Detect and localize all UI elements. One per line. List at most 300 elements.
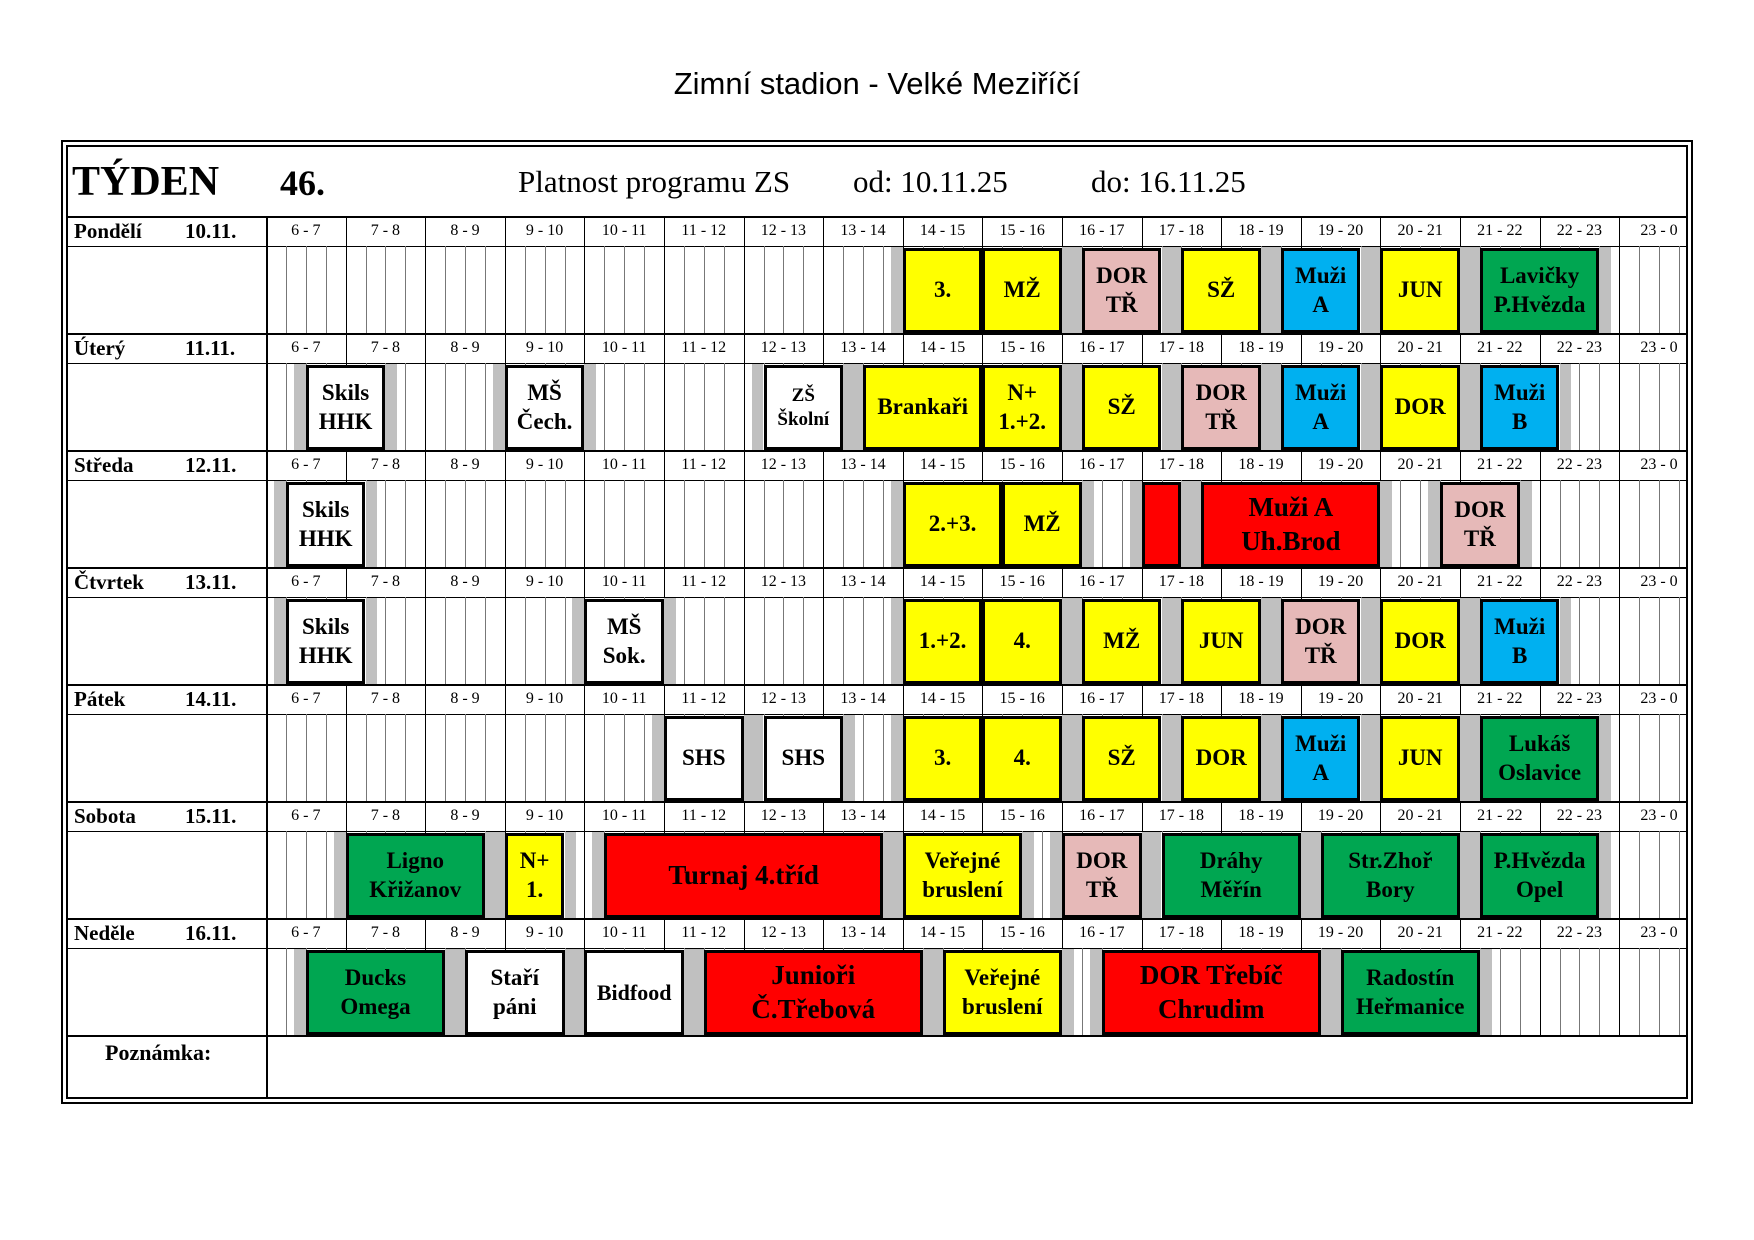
day-date: 12.11. <box>185 453 237 477</box>
resurfacing-break <box>891 715 903 801</box>
schedule-block[interactable]: Muži A <box>1281 248 1361 333</box>
quarter-divider <box>525 480 526 567</box>
quarter-divider <box>1639 597 1640 684</box>
quarter-divider <box>545 597 546 684</box>
quarter-divider <box>684 480 685 567</box>
resurfacing-break <box>1520 481 1532 567</box>
schedule-block[interactable]: SŽ <box>1082 365 1162 450</box>
schedule-block[interactable]: JUN <box>1181 599 1261 684</box>
schedule-block[interactable]: MŠ Sok. <box>584 599 664 684</box>
day-date: 13.11. <box>185 570 237 594</box>
hour-label: 11 - 12 <box>681 807 727 824</box>
quarter-divider <box>405 597 406 684</box>
quarter-divider <box>1679 480 1680 567</box>
resurfacing-break <box>851 364 863 450</box>
hour-label: 13 - 14 <box>840 807 886 824</box>
hour-label: 7 - 8 <box>370 456 401 473</box>
hour-label: 15 - 16 <box>999 690 1045 707</box>
quarter-divider <box>1599 480 1600 567</box>
resurfacing-break <box>1428 481 1440 567</box>
day-name: Čtvrtek <box>74 570 144 594</box>
schedule-block[interactable] <box>1142 482 1182 567</box>
quarter-divider <box>405 714 406 801</box>
schedule-block[interactable]: Dráhy Měřín <box>1162 833 1301 918</box>
hour-label: 15 - 16 <box>999 807 1045 824</box>
day-date: 14.11. <box>185 687 237 711</box>
schedule-block[interactable]: DOR <box>1380 365 1460 450</box>
resurfacing-break <box>1368 598 1380 684</box>
hour-label: 12 - 13 <box>760 456 807 473</box>
hour-label: 20 - 21 <box>1397 924 1443 941</box>
quarter-divider <box>764 246 765 333</box>
quarter-divider <box>385 714 386 801</box>
hour-label: 17 - 18 <box>1158 807 1205 824</box>
hour-label: 19 - 20 <box>1317 222 1364 239</box>
resurfacing-break <box>1599 832 1611 918</box>
resurfacing-break <box>294 364 306 450</box>
hour-label: 10 - 11 <box>601 222 647 239</box>
hour-label: 14 - 15 <box>919 222 966 239</box>
quarter-divider <box>485 363 486 450</box>
quarter-divider <box>704 597 705 684</box>
quarter-divider <box>624 480 625 567</box>
hour-label: 12 - 13 <box>760 924 807 941</box>
hour-label: 17 - 18 <box>1158 222 1205 239</box>
row-separator <box>66 801 1688 803</box>
quarter-divider <box>525 714 526 801</box>
quarter-divider <box>306 714 307 801</box>
quarter-divider <box>624 714 625 801</box>
hour-label: 10 - 11 <box>601 339 647 356</box>
quarter-divider <box>1599 597 1600 684</box>
hour-label: 20 - 21 <box>1397 807 1443 824</box>
quarter-divider <box>1659 948 1660 1035</box>
quarter-divider <box>565 480 566 567</box>
row-separator <box>66 333 1688 335</box>
quarter-divider <box>783 246 784 333</box>
resurfacing-break <box>1169 715 1181 801</box>
hour-label: 14 - 15 <box>919 339 966 356</box>
quarter-divider <box>1400 480 1401 567</box>
schedule-block[interactable]: DOR TŘ <box>1440 482 1520 567</box>
quarter-divider <box>863 480 864 567</box>
day-name: Středa <box>74 453 134 477</box>
hour-label: 18 - 19 <box>1238 807 1284 824</box>
quarter-divider <box>1560 480 1561 567</box>
schedule-block[interactable]: 3. <box>903 716 983 801</box>
quarter-divider <box>1659 246 1660 333</box>
hour-label: 23 - 0 <box>1640 924 1678 941</box>
resurfacing-break <box>565 832 577 918</box>
quarter-divider <box>485 597 486 684</box>
quarter-divider <box>1639 363 1640 450</box>
hour-label: 8 - 9 <box>450 924 480 941</box>
hour-header-separator <box>66 714 1688 715</box>
hour-label: 7 - 8 <box>370 573 401 590</box>
schedule-block[interactable]: 2.+3. <box>903 482 1003 567</box>
quarter-divider <box>465 714 466 801</box>
resurfacing-break <box>1329 949 1341 1035</box>
day-name: Neděle <box>74 921 135 945</box>
hour-label: 19 - 20 <box>1317 573 1364 590</box>
resurfacing-break <box>1150 832 1162 918</box>
hour-label: 19 - 20 <box>1317 807 1364 824</box>
resurfacing-break <box>891 598 903 684</box>
quarter-divider <box>445 363 446 450</box>
resurfacing-break <box>1269 598 1281 684</box>
hour-label: 9 - 10 <box>525 807 564 824</box>
quarter-divider <box>1639 948 1640 1035</box>
quarter-divider <box>485 480 486 567</box>
hour-label: 19 - 20 <box>1317 924 1364 941</box>
schedule-block[interactable]: MŽ <box>1002 482 1082 567</box>
hour-label: 23 - 0 <box>1640 807 1678 824</box>
schedule-block[interactable]: SHS <box>764 716 844 801</box>
quarter-divider <box>445 246 446 333</box>
resurfacing-break <box>572 949 584 1035</box>
schedule-block[interactable]: Ducks Omega <box>306 950 445 1035</box>
resurfacing-break <box>1468 715 1480 801</box>
quarter-divider <box>565 597 566 684</box>
schedule-block[interactable]: 4. <box>982 599 1062 684</box>
schedule-block[interactable]: MŠ Čech. <box>505 365 585 450</box>
resurfacing-break <box>294 949 306 1035</box>
header-separator <box>66 216 1688 218</box>
quarter-divider <box>485 714 486 801</box>
schedule-block[interactable]: Muži B <box>1480 599 1560 684</box>
hour-label: 18 - 19 <box>1238 573 1284 590</box>
day-name: Pátek <box>74 687 126 711</box>
hour-label: 16 - 17 <box>1079 690 1125 707</box>
hour-label: 19 - 20 <box>1317 690 1364 707</box>
quarter-divider <box>624 363 625 450</box>
hour-label: 21 - 22 <box>1477 807 1523 824</box>
hour-label: 11 - 12 <box>681 924 727 941</box>
hour-label: 23 - 0 <box>1640 456 1678 473</box>
quarter-divider <box>1579 480 1580 567</box>
schedule-block[interactable]: N+ 1. <box>505 833 565 918</box>
schedule-block[interactable]: SHS <box>664 716 744 801</box>
resurfacing-break <box>1468 598 1480 684</box>
hour-label: 6 - 7 <box>291 924 321 941</box>
quarter-divider <box>1420 480 1421 567</box>
quarter-divider <box>525 597 526 684</box>
resurfacing-break <box>1468 247 1480 333</box>
week-number: 46. <box>280 163 325 203</box>
resurfacing-break <box>1070 364 1082 450</box>
schedule-block[interactable]: MŽ <box>982 248 1062 333</box>
resurfacing-break <box>891 832 903 918</box>
schedule-block[interactable]: DOR TŘ <box>1281 599 1361 684</box>
schedule-block[interactable]: Staří páni <box>465 950 565 1035</box>
quarter-divider <box>684 597 685 684</box>
quarter-divider <box>326 714 327 801</box>
schedule-block[interactable]: DOR TŘ <box>1062 833 1142 918</box>
resurfacing-break <box>664 598 676 684</box>
resurfacing-break <box>1169 247 1181 333</box>
quarter-divider <box>803 480 804 567</box>
schedule-block[interactable]: Skils HHK <box>286 599 366 684</box>
quarter-divider <box>1679 246 1680 333</box>
quarter-divider <box>286 831 287 918</box>
hour-header-separator <box>66 246 1688 247</box>
hour-label: 13 - 14 <box>840 573 886 590</box>
quarter-divider <box>1679 597 1680 684</box>
hour-label: 18 - 19 <box>1238 339 1284 356</box>
schedule-block[interactable]: Ligno Křižanov <box>346 833 485 918</box>
hour-label: 10 - 11 <box>601 573 647 590</box>
quarter-divider <box>326 831 327 918</box>
hour-label: 14 - 15 <box>919 924 966 941</box>
quarter-divider <box>1122 480 1123 567</box>
hour-label: 8 - 9 <box>450 573 480 590</box>
valid-to: do: 16.11.25 <box>1091 164 1246 199</box>
hour-label: 22 - 23 <box>1556 339 1603 356</box>
schedule-block[interactable]: Veřejné bruslení <box>943 950 1062 1035</box>
quarter-divider <box>1579 363 1580 450</box>
day-name: Úterý <box>74 336 126 360</box>
hour-label: 22 - 23 <box>1556 573 1603 590</box>
quarter-divider <box>1659 363 1660 450</box>
hour-label: 15 - 16 <box>999 222 1045 239</box>
quarter-divider <box>1679 831 1680 918</box>
schedule-block[interactable]: 4. <box>982 716 1062 801</box>
hour-label: 17 - 18 <box>1158 924 1205 941</box>
hour-label: 9 - 10 <box>525 339 564 356</box>
resurfacing-break <box>1169 364 1181 450</box>
schedule-block[interactable]: Muži A <box>1281 365 1361 450</box>
quarter-divider <box>405 363 406 450</box>
hour-label: 20 - 21 <box>1397 690 1443 707</box>
hour-label: 8 - 9 <box>450 222 480 239</box>
hour-label: 16 - 17 <box>1079 924 1125 941</box>
hour-label: 18 - 19 <box>1238 222 1284 239</box>
quarter-divider <box>1659 597 1660 684</box>
resurfacing-break <box>366 481 378 567</box>
resurfacing-break <box>493 832 505 918</box>
hour-label: 22 - 23 <box>1556 690 1603 707</box>
day-date: 11.11. <box>185 336 236 360</box>
resurfacing-break <box>692 949 704 1035</box>
schedule-block[interactable]: JUN <box>1380 716 1460 801</box>
quarter-divider <box>385 246 386 333</box>
quarter-divider <box>644 714 645 801</box>
quarter-divider <box>286 246 287 333</box>
schedule-block[interactable]: DOR TŘ <box>1082 248 1162 333</box>
quarter-divider <box>883 597 884 684</box>
schedule-block[interactable]: DOR <box>1181 716 1261 801</box>
schedule-block[interactable]: N+ 1.+2. <box>982 365 1062 450</box>
resurfacing-break <box>1309 832 1321 918</box>
hour-label: 21 - 22 <box>1477 573 1523 590</box>
quarter-divider <box>644 246 645 333</box>
resurfacing-break <box>1070 598 1082 684</box>
schedule-block[interactable]: Skils HHK <box>286 482 366 567</box>
hour-label: 14 - 15 <box>919 456 966 473</box>
schedule-block[interactable]: Muži B <box>1480 365 1560 450</box>
quarter-divider <box>724 363 725 450</box>
quarter-divider <box>366 714 367 801</box>
hour-label: 10 - 11 <box>601 690 647 707</box>
quarter-divider <box>306 831 307 918</box>
resurfacing-break <box>1599 247 1611 333</box>
hour-label: 22 - 23 <box>1556 924 1603 941</box>
quarter-divider <box>684 246 685 333</box>
quarter-divider <box>1679 948 1680 1035</box>
hour-label: 15 - 16 <box>999 573 1045 590</box>
schedule-block[interactable]: 3. <box>903 248 983 333</box>
schedule-block[interactable]: MŽ <box>1082 599 1162 684</box>
hour-label: 6 - 7 <box>291 573 321 590</box>
quarter-divider <box>604 246 605 333</box>
hour-label: 15 - 16 <box>999 924 1045 941</box>
note-label: Poznámka: <box>105 1040 212 1065</box>
quarter-divider <box>644 480 645 567</box>
quarter-divider <box>843 480 844 567</box>
quarter-divider <box>803 246 804 333</box>
quarter-divider <box>326 246 327 333</box>
quarter-divider <box>724 597 725 684</box>
quarter-divider <box>1579 597 1580 684</box>
resurfacing-break <box>1070 715 1082 801</box>
schedule-block[interactable]: Skils HHK <box>306 365 386 450</box>
resurfacing-break <box>1050 832 1062 918</box>
hour-label: 23 - 0 <box>1640 339 1678 356</box>
hour-label: 18 - 19 <box>1238 456 1284 473</box>
schedule-block[interactable]: P.Hvězda Opel <box>1480 833 1599 918</box>
schedule-block[interactable]: Muži A Uh.Brod <box>1201 482 1380 567</box>
hour-label: 22 - 23 <box>1556 222 1603 239</box>
resurfacing-break <box>274 598 286 684</box>
hour-label: 9 - 10 <box>525 222 564 239</box>
quarter-divider <box>545 714 546 801</box>
quarter-divider <box>883 246 884 333</box>
hour-label: 14 - 15 <box>919 573 966 590</box>
quarter-divider <box>883 714 884 801</box>
schedule-block[interactable]: SŽ <box>1082 716 1162 801</box>
schedule-block[interactable]: Lavičky P.Hvězda <box>1480 248 1599 333</box>
quarter-divider <box>366 246 367 333</box>
quarter-divider <box>863 714 864 801</box>
resurfacing-break <box>1169 598 1181 684</box>
day-date: 15.11. <box>185 804 237 828</box>
schedule-block[interactable]: Radostín Heřmanice <box>1341 950 1480 1035</box>
hour-label: 21 - 22 <box>1477 690 1523 707</box>
resurfacing-break <box>366 598 378 684</box>
quarter-divider <box>1102 480 1103 567</box>
schedule-block[interactable]: Muži A <box>1281 716 1361 801</box>
resurfacing-break <box>1368 364 1380 450</box>
quarter-divider <box>644 363 645 450</box>
quarter-divider <box>525 246 526 333</box>
schedule-block[interactable]: Bidfood <box>584 950 684 1035</box>
quarter-divider <box>783 480 784 567</box>
resurfacing-break <box>1380 481 1392 567</box>
schedule-block[interactable]: SŽ <box>1181 248 1261 333</box>
quarter-divider <box>445 597 446 684</box>
hour-label: 6 - 7 <box>291 339 321 356</box>
quarter-divider <box>1520 948 1521 1035</box>
quarter-divider <box>1679 714 1680 801</box>
hour-header-separator <box>66 597 1688 598</box>
schedule-block[interactable]: Str.Zhoř Bory <box>1321 833 1460 918</box>
schedule-block[interactable]: Veřejné bruslení <box>903 833 1022 918</box>
quarter-divider <box>1599 948 1600 1035</box>
quarter-divider <box>445 480 446 567</box>
schedule-block[interactable]: Junioři Č.Třebová <box>704 950 923 1035</box>
schedule-block[interactable]: JUN <box>1380 248 1460 333</box>
schedule-block[interactable]: 1.+2. <box>903 599 983 684</box>
hour-label: 8 - 9 <box>450 690 480 707</box>
hour-label: 13 - 14 <box>840 339 886 356</box>
quarter-divider <box>1042 831 1043 918</box>
quarter-divider <box>565 714 566 801</box>
schedule-block[interactable]: Lukáš Oslavice <box>1480 716 1599 801</box>
hour-label: 12 - 13 <box>760 807 807 824</box>
hour-label: 12 - 13 <box>760 339 807 356</box>
quarter-divider <box>1659 480 1660 567</box>
hour-label: 13 - 14 <box>840 222 886 239</box>
hour-label: 7 - 8 <box>370 690 401 707</box>
resurfacing-break <box>1070 247 1082 333</box>
hour-header-separator <box>66 948 1688 949</box>
resurfacing-break <box>1189 481 1201 567</box>
note-column-border <box>266 1035 268 1099</box>
schedule-block[interactable]: Brankaři <box>863 365 982 450</box>
hour-label: 7 - 8 <box>370 924 401 941</box>
quarter-divider <box>286 948 287 1035</box>
day-date: 16.11. <box>185 921 237 945</box>
resurfacing-break <box>493 364 505 450</box>
row-separator <box>66 450 1688 452</box>
schedule-block[interactable]: DOR Třebíč Chrudim <box>1102 950 1321 1035</box>
resurfacing-break <box>1090 949 1102 1035</box>
schedule-block[interactable]: ZŠ Školní <box>764 365 844 450</box>
hour-label: 17 - 18 <box>1158 339 1205 356</box>
resurfacing-break <box>1269 715 1281 801</box>
resurfacing-break <box>1269 364 1281 450</box>
schedule-block[interactable]: DOR TŘ <box>1181 365 1261 450</box>
schedule-block[interactable]: Turnaj 4.tříd <box>604 833 883 918</box>
hour-label: 23 - 0 <box>1640 573 1678 590</box>
hour-label: 23 - 0 <box>1640 690 1678 707</box>
quarter-divider <box>843 246 844 333</box>
quarter-divider <box>1579 948 1580 1035</box>
resurfacing-break <box>1468 832 1480 918</box>
hour-label: 12 - 13 <box>760 573 807 590</box>
quarter-divider <box>405 480 406 567</box>
validity-label: Platnost programu ZS <box>518 164 791 199</box>
quarter-divider <box>604 363 605 450</box>
hour-header-separator <box>66 831 1688 832</box>
hour-label: 23 - 0 <box>1640 222 1678 239</box>
hour-label: 21 - 22 <box>1477 924 1523 941</box>
quarter-divider <box>863 597 864 684</box>
hour-label: 15 - 16 <box>999 456 1045 473</box>
hour-label: 9 - 10 <box>525 690 564 707</box>
resurfacing-break <box>931 949 943 1035</box>
hour-label: 17 - 18 <box>1158 690 1205 707</box>
row-separator <box>66 684 1688 686</box>
quarter-divider <box>604 480 605 567</box>
hour-label: 14 - 15 <box>919 807 966 824</box>
hour-label: 8 - 9 <box>450 456 480 473</box>
quarter-divider <box>624 246 625 333</box>
schedule-block[interactable]: DOR <box>1380 599 1460 684</box>
hour-label: 21 - 22 <box>1477 456 1523 473</box>
resurfacing-break <box>1560 364 1572 450</box>
quarter-divider <box>1639 831 1640 918</box>
